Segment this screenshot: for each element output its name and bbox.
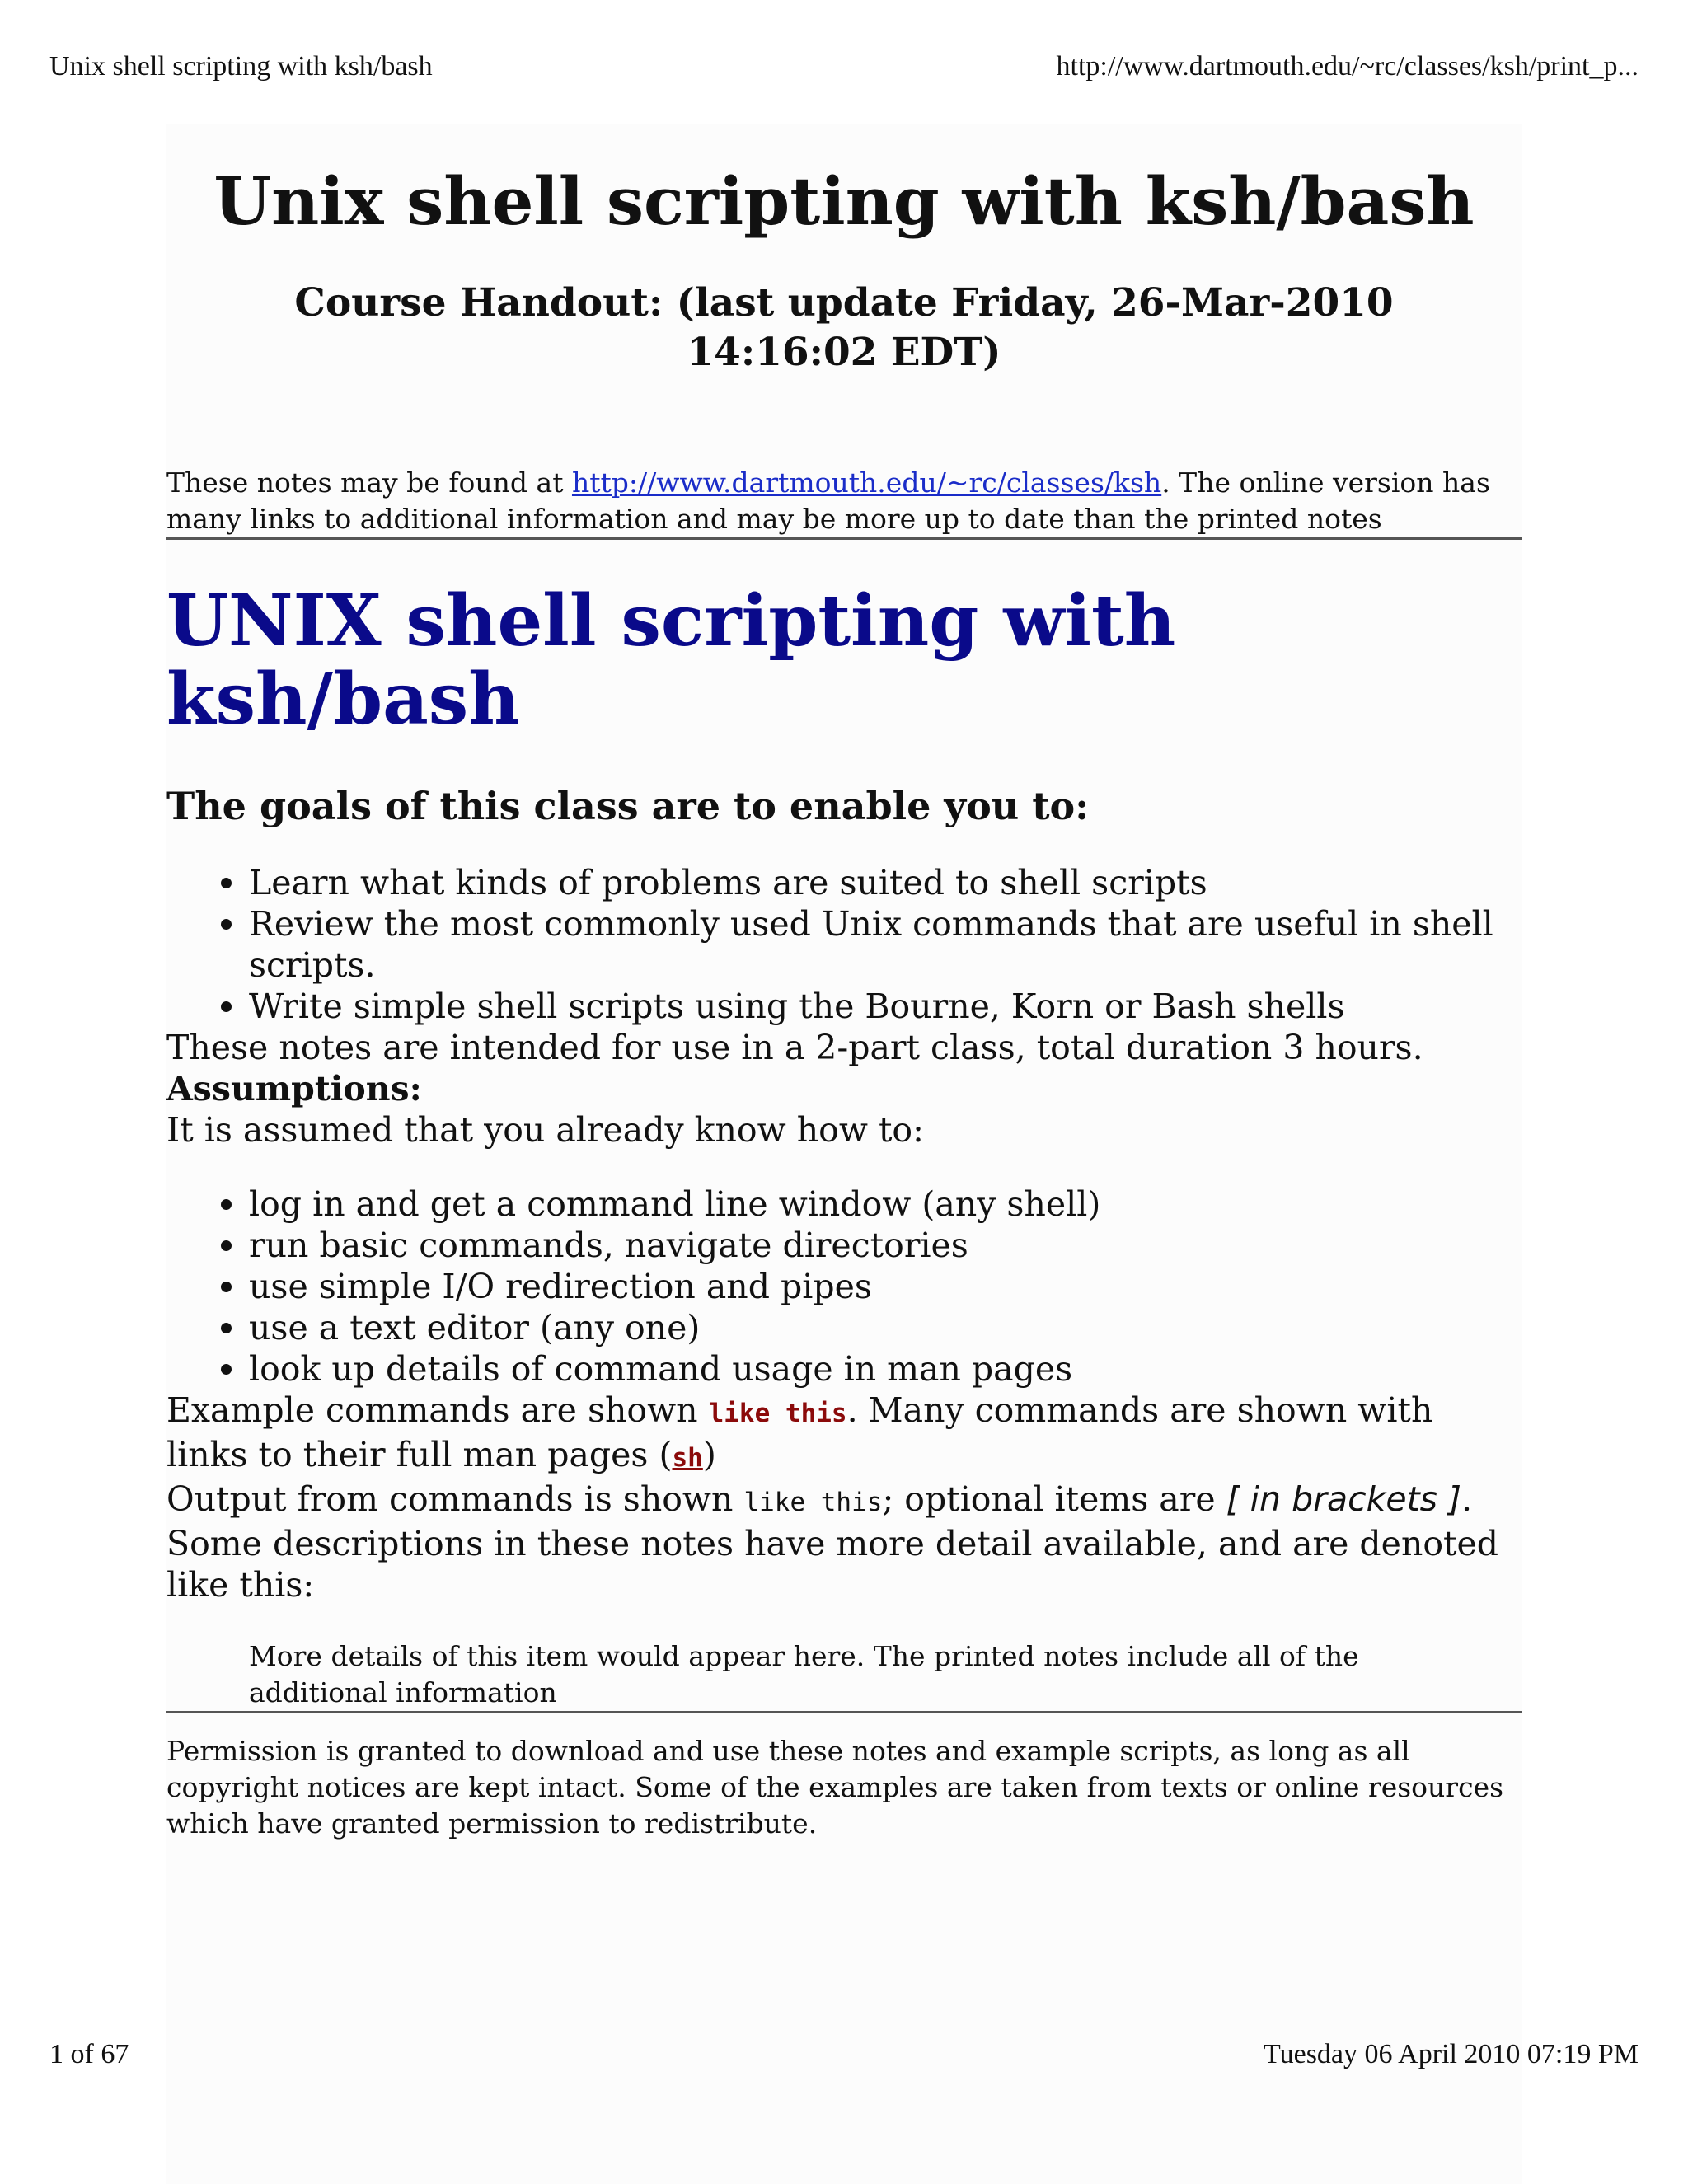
notes-url-link[interactable]: http://www.dartmouth.edu/~rc/classes/ksh — [571, 466, 1162, 499]
assumptions-lead: It is assumed that you already know how to: — [166, 1109, 924, 1150]
print-header-title: Unix shell scripting with ksh/bash — [49, 51, 433, 82]
list-item: Write simple shell scripts using the Bourne, Korn or Bash shells — [249, 986, 1522, 1027]
page-number: 1 of 67 — [49, 2039, 129, 2069]
conventions-paragraph — [166, 1390, 1522, 1523]
list-item: use a text editor (any one) — [249, 1307, 1522, 1348]
intro-text-after: . The online version has many links to additional information and may be more up to date than the printed notes — [166, 466, 1490, 536]
print-header — [49, 51, 1639, 82]
example-suffix: . Many commands are shown with links to their full man pages ( — [166, 1390, 1433, 1474]
intro-note — [166, 465, 1518, 537]
print-header-url: http://www.dartmouth.edu/~rc/classes/ksh/print_p... — [1056, 51, 1639, 82]
assumptions-heading: Assumptions: — [166, 1068, 422, 1108]
divider — [166, 1711, 1522, 1713]
man-suffix: ) — [702, 1434, 716, 1474]
output-prefix: Output from commands is shown — [166, 1479, 744, 1519]
example-command-sample: like this — [708, 1398, 847, 1428]
list-item: Learn what kinds of problems are suited to shell scripts — [249, 862, 1522, 903]
section-title: UNIX shell scripting with ksh/bash — [166, 579, 1176, 741]
goals-list — [166, 862, 1522, 1027]
details-example-block: More details of this item would appear here. The printed notes include all of the additional information — [249, 1639, 1359, 1708]
details-intro: Some descriptions in these notes have more detail available, and are denoted like this: — [166, 1523, 1499, 1605]
list-item: run basic commands, navigate directories — [249, 1225, 1522, 1266]
document-body — [166, 162, 1522, 1842]
list-item: use simple I/O redirection and pipes — [249, 1266, 1522, 1307]
optional-items-sample: [ in brackets ] — [1226, 1479, 1462, 1519]
output-sample: like this — [743, 1487, 883, 1517]
permission-notice: Permission is granted to download and use these notes and example scripts, as long as all copyright notices are kept intact. Some of the examples are taken from texts or online resources which have granted permission to redistribute. — [166, 1734, 1504, 1840]
output-middle: ; optional items are — [882, 1479, 1226, 1519]
course-handout-subtitle: Course Handout: (last update Friday, 26-Mar-2010 14:16:02 EDT) — [294, 280, 1394, 376]
duration-note: These notes are intended for use in a 2-part class, total duration 3 hours. — [166, 1027, 1423, 1067]
assumptions-list — [166, 1183, 1522, 1390]
print-footer — [49, 2039, 1639, 2070]
goals-heading: The goals of this class are to enable you to: — [166, 783, 1090, 828]
example-prefix: Example commands are shown — [166, 1390, 709, 1430]
list-item: log in and get a command line window (any shell) — [249, 1183, 1522, 1225]
page-content-area — [166, 124, 1522, 2184]
sh-man-page-link[interactable]: sh — [672, 1442, 703, 1473]
page-title: Unix shell scripting with ksh/bash — [213, 162, 1475, 240]
print-timestamp: Tuesday 06 April 2010 07:19 PM — [1264, 2039, 1639, 2069]
divider — [166, 537, 1522, 540]
list-item: look up details of command usage in man pages — [249, 1348, 1522, 1390]
output-suffix: . — [1461, 1479, 1473, 1519]
intro-text-before: These notes may be found at — [166, 466, 572, 499]
list-item: Review the most commonly used Unix commands that are useful in shell scripts. — [249, 903, 1522, 986]
